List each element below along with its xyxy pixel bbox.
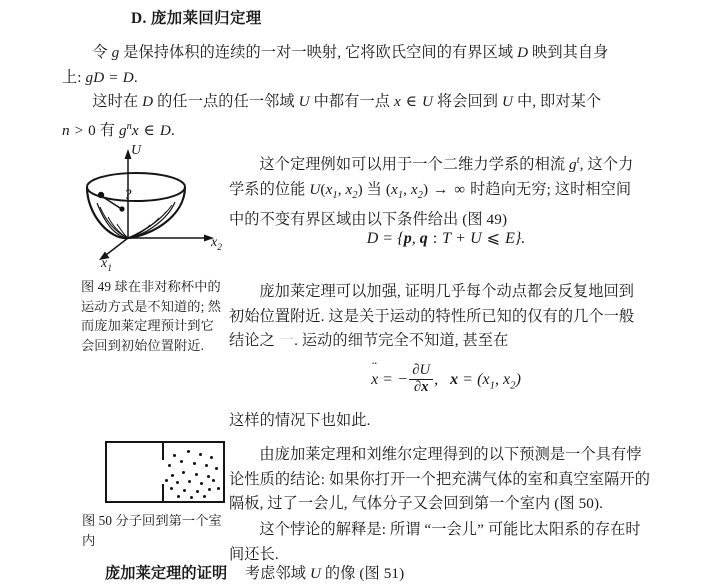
molecule-dot xyxy=(176,481,179,484)
molecule-dot xyxy=(168,464,171,467)
paragraph-4-line-1: 庞加莱定理可以加强, 证明几乎每个动点都会反复地回到 xyxy=(259,283,635,300)
proof-heading: 庞加莱定理的证明 xyxy=(105,565,228,582)
molecule-dot xyxy=(207,475,210,478)
paragraph-6 xyxy=(229,443,663,517)
molecule-dot xyxy=(187,450,190,453)
molecule-dot xyxy=(215,467,218,470)
paragraph-1-line-1: 令 g 是保持体积的连续的一对一映射, 它将欧氏空间的有界区域 D 映到其自身 xyxy=(92,44,609,61)
paragraph-1 xyxy=(62,41,662,90)
figure-49-caption: 图 49 球在非对称杯中的运动方式是不知道的; 然而庞加莱定理预计到它会回到初始位置附近. xyxy=(81,279,222,353)
molecule-dot xyxy=(171,474,174,477)
partition-upper-segment xyxy=(162,443,164,460)
molecule-dot xyxy=(180,460,183,463)
paragraph-4-line-3: 结论之 一. 运动的细节完全不知道, 甚至在 xyxy=(229,332,509,349)
paragraph-4 xyxy=(229,280,663,354)
figure-50-caption: 图 50 分子回到第一个室内 xyxy=(82,513,222,548)
molecule-dot xyxy=(208,488,211,491)
figure-49-asymmetric-bowl xyxy=(84,143,234,274)
paragraph-7 xyxy=(229,518,663,567)
paragraph-6-line-2: 论性质的结论: 如果你打开一个把充满气体的室和真空室隔开的 xyxy=(229,470,650,488)
paragraph-1-line-2: 上: gD = D. xyxy=(62,68,138,86)
molecule-dot xyxy=(196,490,199,493)
paragraph-6-line-3: 隔板, 过了一会儿, 气体分子又会回到第一个室内 (图 50). xyxy=(229,495,604,512)
display-formula-2: x ¨ = − $\frac{\partial U}{\partial x}$ , $x = (x_1$, $x_2$) xyxy=(229,364,663,397)
paragraph-3-line-1: 这个定理例如可以用于一个二维力学系的相流 $g^t$, 这个力 xyxy=(259,155,634,174)
molecule-dot xyxy=(199,453,202,456)
paragraph-7-line-1: 这个悖论的解释是: 所谓 “一会儿” 可能比太阳系的存在时 xyxy=(259,521,641,538)
section-heading: D. 庞加莱回归定理 xyxy=(131,10,262,27)
molecule-dot xyxy=(170,487,173,490)
molecule-dot xyxy=(193,462,196,465)
molecule-dot xyxy=(212,479,215,482)
paragraph-3-line-2: 学系的位能 $U(x_1$, $x_2$) 当 ($x_1$, $x_2$) → ∞ 时趋向无穷; 这时相空间 xyxy=(229,180,632,201)
paragraph-3-line-3: 中的不变有界区域由以下条件给出 (图 49) xyxy=(229,211,508,229)
molecule-dot xyxy=(205,464,208,467)
molecule-dot xyxy=(188,480,191,483)
paragraph-5 xyxy=(229,409,663,434)
x1-axis-line xyxy=(106,238,128,255)
molecule-dot xyxy=(177,495,180,498)
figure-50-gas-box xyxy=(105,441,225,503)
molecule-dot xyxy=(217,487,220,490)
molecule-dot xyxy=(210,456,213,459)
axis-label-u: U xyxy=(131,143,142,158)
molecule-dot xyxy=(203,495,206,498)
axis-label-x1: $x_1$ xyxy=(101,256,112,274)
molecule-dot xyxy=(195,473,198,476)
paragraph-2-line-1: 这时在 D 的任一点的任一邻域 U 中都有一点 x ∈ U 将会回到 U 中, 即对某个 xyxy=(92,93,602,110)
molecule-dot xyxy=(182,471,185,474)
axis-label-x2: $x_2$ xyxy=(211,235,222,253)
paragraph-3 xyxy=(229,149,663,233)
proof-line: 庞加莱定理的证明 考虑邻域 U 的像 (图 51) xyxy=(105,565,405,582)
question-mark-annotation: ? xyxy=(124,187,132,203)
molecule-dot xyxy=(190,496,193,499)
molecule-dot xyxy=(200,482,203,485)
ball-end-dot xyxy=(119,206,124,211)
paragraph-2-line-2: n > 0 有 $g^nx$ ∈ D. xyxy=(62,120,175,139)
paragraph-4-line-2: 初始位置附近. 这是关于运动的特性所已知的仅有的几个一般 xyxy=(229,307,635,325)
paragraph-2 xyxy=(62,90,662,143)
paragraph-7-line-2: 间还长. xyxy=(229,545,279,563)
paragraph-5-line-1: 这样的情况下也如此. xyxy=(229,412,371,429)
molecule-dot xyxy=(183,489,186,492)
molecule-dot xyxy=(165,479,168,482)
faded-character: 一 xyxy=(278,332,295,349)
paragraph-6-line-1: 由庞加莱定理和刘维尔定理得到的以下预测是一个具有悖 xyxy=(259,446,642,463)
partition-lower-segment xyxy=(162,484,164,501)
molecule-dot xyxy=(173,454,176,457)
display-formula-1: D = {p, q : T + U ⩽ E}. xyxy=(366,230,526,247)
